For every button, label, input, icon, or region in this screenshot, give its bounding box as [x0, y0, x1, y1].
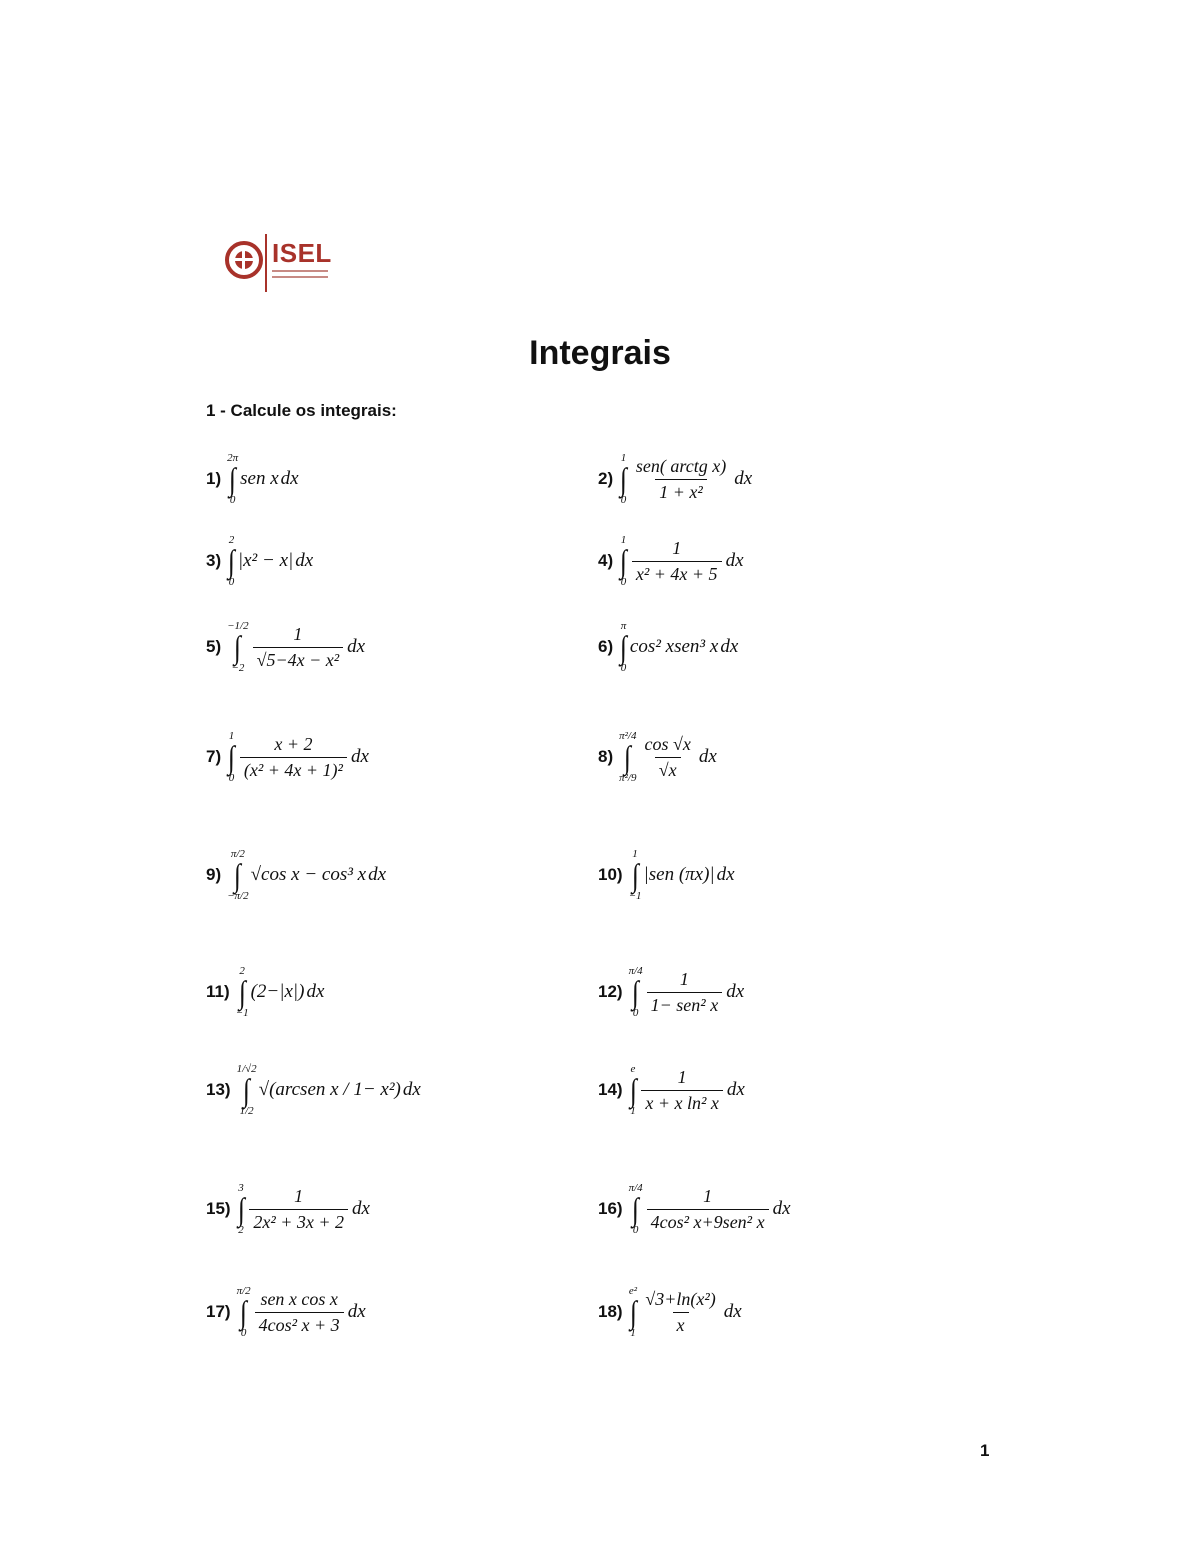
problem-number: 4)	[598, 551, 614, 570]
integrand	[645, 1186, 771, 1233]
fraction-denominator: 4cos² x+9sen² x	[647, 1209, 769, 1233]
integrand	[240, 468, 279, 490]
problem-number: 18)	[598, 1302, 623, 1321]
problem-number: 7)	[206, 747, 222, 766]
page-number: 1	[980, 1441, 990, 1460]
integral-symbol: ∫	[229, 461, 237, 497]
lower-limit: −π/2	[227, 890, 249, 902]
upper-limit: 2π	[227, 452, 239, 464]
integral-sign	[227, 534, 236, 588]
problem-number: 11)	[206, 982, 230, 1001]
fraction	[647, 969, 723, 1016]
integrand	[238, 734, 349, 781]
upper-limit: 1	[620, 534, 627, 546]
problem-number: 14)	[598, 1080, 623, 1099]
upper-limit: π	[620, 620, 627, 632]
integral-problem	[598, 620, 738, 674]
upper-limit: π/2	[230, 848, 245, 860]
fraction-numerator: cos √x	[644, 733, 691, 754]
integrand	[251, 624, 346, 671]
integral-problem	[598, 1182, 791, 1236]
integral-problem	[598, 534, 744, 588]
differential: dx	[698, 746, 717, 767]
differential: dx	[347, 636, 366, 657]
logo-text: ISEL	[272, 238, 332, 268]
integrand	[630, 456, 732, 503]
integrand-expression: (2−|x|)	[250, 981, 305, 1002]
integral-sign	[629, 1063, 638, 1117]
fraction-numerator: 1	[679, 968, 689, 989]
upper-limit: π/4	[628, 1182, 643, 1194]
integral-symbol: ∫	[632, 1191, 640, 1227]
integrand	[251, 981, 305, 1003]
integral-sign	[629, 1285, 638, 1339]
upper-limit: 1	[620, 452, 627, 464]
fraction	[632, 456, 730, 503]
problem-number: 15)	[206, 1199, 231, 1218]
integral-problem	[598, 1063, 745, 1117]
fraction	[647, 1186, 769, 1233]
fraction	[632, 538, 722, 585]
integral-sign	[629, 965, 643, 1019]
integral-symbol: ∫	[620, 629, 628, 665]
integrand	[630, 636, 718, 658]
fraction-denominator: 1− sen² x	[647, 992, 723, 1016]
isel-logo	[224, 232, 334, 294]
integral-sign	[619, 452, 628, 506]
integral-sign	[236, 965, 249, 1019]
integral-problem	[598, 1285, 742, 1339]
integral-problem	[206, 534, 313, 588]
integral-sign	[227, 730, 236, 784]
integral-sign	[227, 848, 249, 902]
fraction-numerator: x + 2	[274, 733, 313, 754]
problem-number: 3)	[206, 551, 222, 570]
fraction-denominator: x	[673, 1312, 689, 1336]
differential: dx	[280, 468, 299, 489]
lower-limit: 0	[620, 576, 627, 588]
integral-symbol: ∫	[629, 1072, 637, 1108]
differential: dx	[306, 981, 325, 1002]
fraction-numerator: sen x cos x	[260, 1288, 338, 1309]
differential: dx	[402, 1079, 421, 1100]
upper-limit: −1/2	[227, 620, 249, 632]
problem-number: 9)	[206, 865, 222, 884]
integrand	[259, 1079, 401, 1101]
problem-number: 1)	[206, 469, 222, 488]
fraction-denominator: (x² + 4x + 1)²	[240, 757, 347, 781]
integral-sign	[237, 1285, 251, 1339]
problem-number: 10)	[598, 865, 623, 884]
page-title: Integrais	[529, 334, 671, 372]
integral-problem	[206, 848, 386, 902]
fraction-numerator: 1	[294, 1185, 304, 1206]
isel-emblem-icon	[224, 238, 264, 286]
lower-limit: 0	[229, 494, 236, 506]
lower-limit: 1	[630, 1105, 636, 1117]
upper-limit: 1	[228, 730, 235, 742]
integral-sign	[227, 620, 248, 674]
fraction-numerator: 1	[677, 1066, 687, 1087]
fraction-denominator: 2x² + 3x + 2	[249, 1209, 348, 1233]
integral-problem	[206, 1182, 370, 1236]
differential: dx	[734, 468, 753, 489]
integrand	[630, 538, 724, 585]
fraction	[249, 1186, 348, 1233]
logo-divider	[265, 234, 267, 292]
integrand	[645, 969, 725, 1016]
integral-symbol: ∫	[237, 1191, 245, 1227]
problem-number: 6)	[598, 637, 614, 656]
lower-limit: 0	[620, 662, 627, 674]
upper-limit: 1/√2	[236, 1063, 257, 1075]
integral-symbol: ∫	[238, 974, 246, 1010]
differential: dx	[295, 550, 314, 571]
differential: dx	[350, 746, 369, 767]
integral-symbol: ∫	[631, 857, 639, 893]
problem-number: 8)	[598, 747, 614, 766]
integrand	[238, 550, 293, 572]
problem-number: 16)	[598, 1199, 623, 1218]
differential: dx	[368, 864, 387, 885]
integrand	[253, 1289, 346, 1336]
integral-symbol: ∫	[632, 974, 640, 1010]
integrand	[639, 734, 697, 781]
lower-limit: 0	[228, 772, 235, 784]
logo-subtitle-line	[272, 276, 328, 278]
integrand	[247, 1186, 350, 1233]
integral-problem	[598, 965, 744, 1019]
lower-limit: 0	[620, 494, 627, 506]
differential: dx	[716, 864, 735, 885]
integral-symbol: ∫	[234, 857, 242, 893]
differential: dx	[726, 981, 745, 1002]
integral-sign	[227, 452, 238, 506]
problem-number: 2)	[598, 469, 614, 488]
lower-limit: π²/9	[619, 772, 637, 784]
integral-symbol: ∫	[620, 461, 628, 497]
fraction	[253, 624, 344, 671]
integrand-expression: cos² xsen³ x	[629, 636, 719, 657]
integral-problem	[206, 620, 365, 674]
lower-limit: 2	[238, 1224, 244, 1236]
upper-limit: π²/4	[619, 730, 637, 742]
problem-number: 17)	[206, 1302, 231, 1321]
lower-limit: 0	[240, 1327, 247, 1339]
upper-limit: 2	[239, 965, 245, 977]
integral-sign	[619, 534, 628, 588]
upper-limit: e²	[628, 1285, 638, 1297]
integrand-expression: sen x	[240, 468, 279, 489]
problem-number: 12)	[598, 982, 623, 1001]
fraction-denominator: x + x ln² x	[641, 1090, 723, 1114]
differential: dx	[726, 1079, 745, 1100]
integral-problem	[598, 452, 752, 506]
fraction	[641, 1289, 719, 1336]
integral-problem	[206, 730, 369, 784]
integral-symbol: ∫	[240, 1294, 248, 1330]
fraction	[255, 1289, 344, 1336]
lower-limit: −1	[235, 1007, 249, 1019]
fraction-numerator: 1	[293, 623, 303, 644]
integral-sign	[619, 730, 636, 784]
integrand-expression: √(arcsen x / 1− x²)	[258, 1079, 401, 1100]
integrand	[251, 864, 366, 886]
integrand-expression: |sen (πx)|	[643, 864, 715, 885]
lower-limit: 0	[228, 576, 235, 588]
fraction-denominator: √5−4x − x²	[253, 647, 344, 671]
logo-subtitle-line	[272, 270, 328, 272]
integral-symbol: ∫	[228, 543, 236, 579]
integrand-expression: √cos x − cos³ x	[250, 864, 367, 885]
upper-limit: e	[630, 1063, 636, 1075]
differential: dx	[347, 1301, 366, 1322]
fraction-numerator: 1	[672, 537, 682, 558]
integral-problem	[206, 965, 324, 1019]
fraction	[641, 1067, 723, 1114]
integral-sign	[629, 1182, 643, 1236]
fraction-denominator: 4cos² x + 3	[255, 1312, 344, 1336]
integrand	[639, 1289, 721, 1336]
problem-number: 5)	[206, 637, 222, 656]
differential: dx	[725, 550, 744, 571]
integral-problem	[598, 730, 717, 784]
integral-problem	[206, 452, 299, 506]
fraction-denominator: √x	[655, 757, 681, 781]
lower-limit: −1	[628, 890, 642, 902]
upper-limit: 2	[228, 534, 235, 546]
integrand	[644, 864, 715, 886]
lower-limit: 0	[632, 1007, 639, 1019]
integral-sign	[619, 620, 628, 674]
fraction-denominator: x² + 4x + 5	[632, 561, 722, 585]
lower-limit: 1	[630, 1327, 636, 1339]
differential: dx	[772, 1198, 791, 1219]
differential: dx	[720, 636, 739, 657]
lower-limit: 0	[632, 1224, 639, 1236]
integral-problem	[598, 848, 735, 902]
upper-limit: π/4	[628, 965, 643, 977]
integrand-expression: |x² − x|	[237, 550, 294, 571]
lower-limit: −2	[231, 662, 245, 674]
integral-symbol: ∫	[620, 543, 628, 579]
fraction-denominator: 1 + x²	[655, 479, 707, 503]
integral-symbol: ∫	[228, 739, 236, 775]
upper-limit: π/2	[236, 1285, 251, 1297]
integral-sign	[629, 848, 642, 902]
integral-symbol: ∫	[629, 1294, 637, 1330]
integral-symbol: ∫	[234, 629, 242, 665]
integral-problem	[206, 1285, 366, 1339]
upper-limit: 1	[632, 848, 638, 860]
problem-number: 13)	[206, 1080, 231, 1099]
upper-limit: 3	[238, 1182, 244, 1194]
differential: dx	[723, 1301, 742, 1322]
fraction	[641, 734, 695, 781]
exercise-instruction: 1 - Calcule os integrais:	[206, 401, 397, 420]
integral-problem	[206, 1063, 421, 1117]
integral-sign	[237, 1063, 257, 1117]
fraction-numerator: √3+ln(x²)	[645, 1288, 716, 1309]
integrand	[639, 1067, 725, 1114]
integral-symbol: ∫	[624, 739, 632, 775]
differential: dx	[352, 1198, 370, 1219]
integral-sign	[237, 1182, 246, 1236]
integral-symbol: ∫	[243, 1072, 251, 1108]
lower-limit: 1/2	[239, 1105, 254, 1117]
fraction	[240, 734, 347, 781]
fraction-numerator: sen( arctg x)	[635, 455, 727, 476]
fraction-numerator: 1	[703, 1185, 713, 1206]
